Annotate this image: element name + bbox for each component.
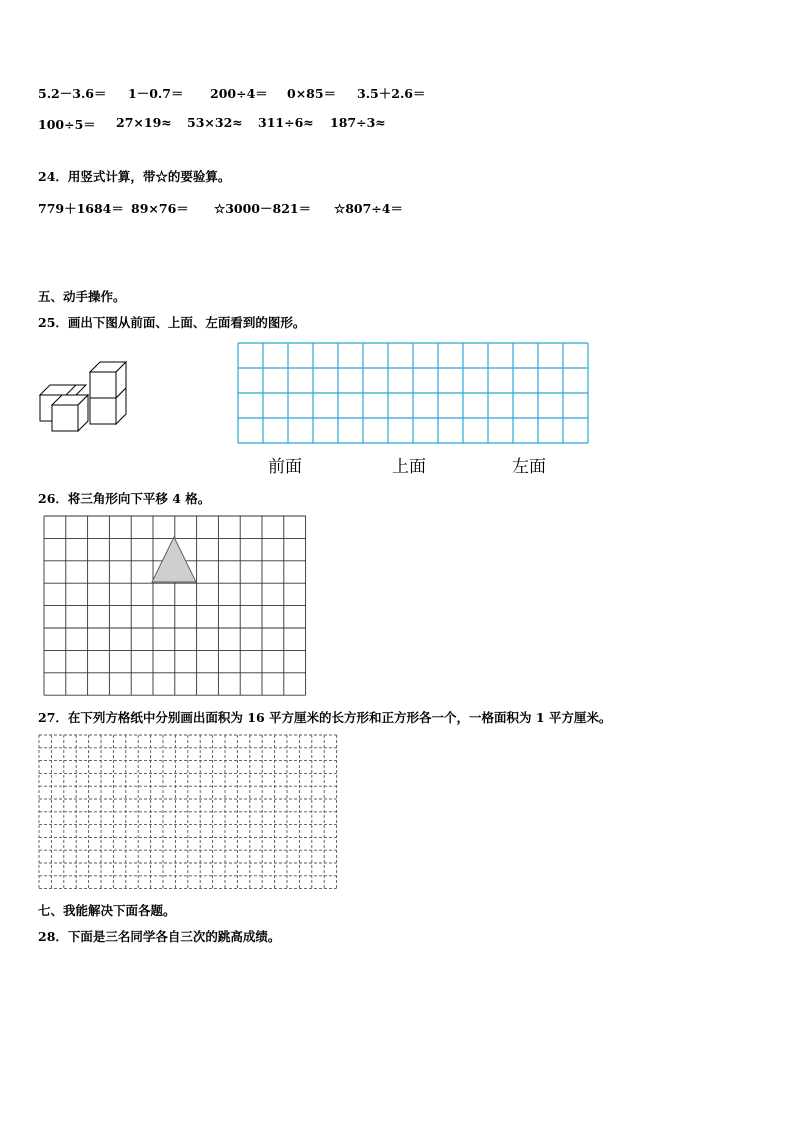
question-26-title: 26．将三角形向下平移 4 格。: [38, 491, 211, 506]
q24-expr-1: 779＋1684＝: [38, 201, 124, 216]
question-28-title: 28．下面是三名同学各自三次的跳高成绩。: [38, 929, 281, 944]
expr-row1-5: 3.5＋2.6＝: [357, 86, 426, 101]
q24-expr-2: 89×76＝: [131, 201, 189, 216]
question-24-title: 24．用竖式计算，带☆的要验算。: [38, 169, 231, 184]
expr-row2-1: 100÷5＝: [38, 117, 96, 132]
expr-row2-2: 27×19≈: [116, 115, 172, 130]
section-5-heading: 五、动手操作。: [38, 289, 126, 304]
label-front-view: 前面: [268, 457, 302, 477]
q24-expr-4: ☆807÷4＝: [334, 201, 403, 216]
expr-row1-4: 0×85＝: [287, 86, 337, 101]
expr-row2-3: 53×32≈: [187, 115, 243, 130]
expr-row1-1: 5.2－3.6＝: [38, 86, 107, 101]
question-25-title: 25．画出下图从前面、上面、左面看到的图形。: [38, 315, 306, 330]
view-drawing-grid[interactable]: [237, 342, 589, 444]
cube-stack-figure: [38, 355, 138, 435]
question-27-title: 27．在下列方格纸中分别画出面积为 16 平方厘米的长方形和正方形各一个，一格面积为 1 平方厘米。: [38, 710, 612, 725]
label-top-view: 上面: [392, 457, 426, 477]
expr-row2-4: 311÷6≈: [258, 115, 314, 130]
dashed-square-grid[interactable]: [38, 734, 338, 894]
triangle-shape: [152, 537, 196, 582]
expr-row2-5: 187÷3≈: [330, 115, 386, 130]
label-left-view: 左面: [512, 457, 546, 477]
expr-row1-3: 200÷4＝: [210, 86, 268, 101]
q24-expr-3: ☆3000－821＝: [214, 201, 312, 216]
section-7-heading: 七、我能解决下面各题。: [38, 903, 176, 918]
expr-row1-2: 1－0.7＝: [128, 86, 184, 101]
translation-grid[interactable]: [43, 515, 306, 696]
